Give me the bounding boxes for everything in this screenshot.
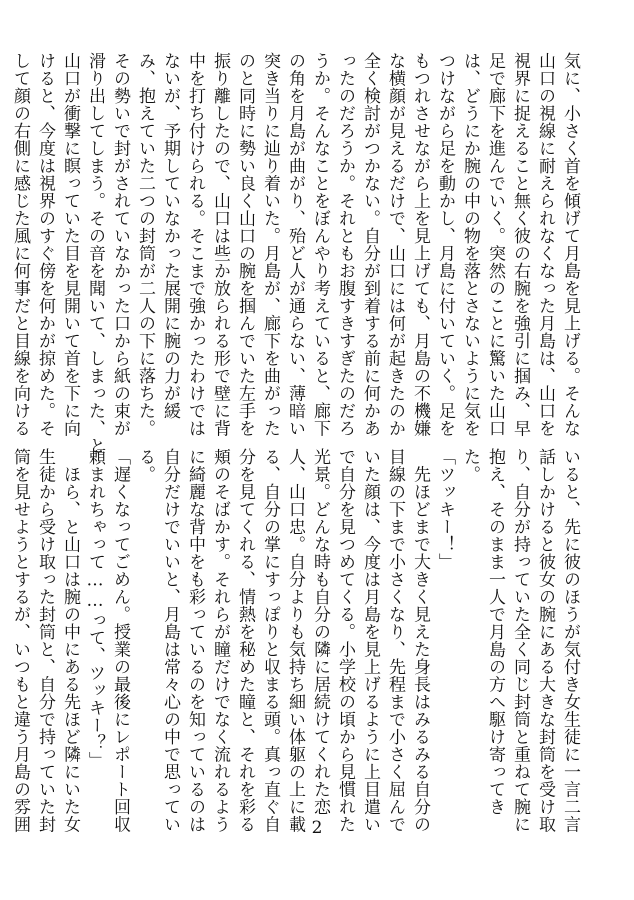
text-column: 頼まれちゃって……って、ツッキー？」 xyxy=(85,448,105,769)
text-column: 自分だけでいいと、月島は常々心の中で思ってい xyxy=(160,448,180,833)
text-column: 筒を見せようとするが、いつもと違う月島の雰囲 xyxy=(10,448,30,833)
text-column: 抱え、そのまま一人で月島の方へ駆け寄ってき xyxy=(485,448,505,816)
text-column: 頬のそばかす。それらが瞳だけでなく流れるよう xyxy=(210,448,230,833)
text-column: いると、先に彼のほうが気付き女生徒に一言二言 xyxy=(560,448,580,833)
text-column: もつれさせながら上を見上げても、月島の不機嫌 xyxy=(410,52,430,437)
text-column: 滑り出してしまう。その音を聞いて、しまった、と xyxy=(85,52,105,455)
text-column: は、どうにか腕の中の物を落とさないように気を xyxy=(460,52,480,437)
text-column: つけながら足を動かし、月島に付いていく。足を xyxy=(435,52,455,437)
text-column: 視界に捉えること無く彼の右腕を強引に掴み、早 xyxy=(510,52,530,437)
text-column: ほら、と山口は腕の中にある先ほど隣にいた女 xyxy=(60,448,80,833)
text-column: る。 xyxy=(135,448,155,483)
text-column: 「遅くなってごめん。授業の最後にレポート回収 xyxy=(110,448,130,833)
text-column: ったのだろうか。それともお腹すきすぎたのだろ xyxy=(335,52,355,437)
text-column: の角を月島が曲がり、殆ど人が通らない、薄暗い xyxy=(285,52,305,437)
text-column: その勢いで封がされていなかった口から紙の束が xyxy=(110,52,130,437)
text-column: ないが、予期していなかった展開に腕の力が緩 xyxy=(160,52,180,420)
text-column: 生徒から受け取った封筒と、自分で持っていた封 xyxy=(35,448,55,833)
text-column: 中を打ち付けられる。そこまで強かったわけでは xyxy=(185,52,205,437)
text-column: に綺麗な背中をも彩っているのを知っているのは xyxy=(185,448,205,833)
text-column: た。 xyxy=(460,448,480,483)
page-number: 2 xyxy=(311,818,323,838)
text-column: る、自分の掌にすっぽりと収まる頭。真っ直ぐ自 xyxy=(260,448,280,833)
text-column: 光景。どんな時も自分の隣に居続けてくれた恋 xyxy=(310,448,330,816)
text-column: して顔の右側に感じた風に何事だと目線を向ける xyxy=(10,52,30,437)
text-column: のと同時に勢い良く山口の腕を掴んでいた左手を xyxy=(235,52,255,437)
text-column: うか。そんなことをぼんやり考えていると、廊下 xyxy=(310,52,330,437)
text-column: 目線の下まで小さくなり、先程まで小さく屈んで xyxy=(385,448,405,833)
text-column: み、抱えていた二つの封筒が二人の下に落ちた。 xyxy=(135,52,155,437)
text-column: 振り離したので、山口は些か放られる形で壁に背 xyxy=(210,52,230,437)
text-column: 足で廊下を進んでいく。突然のことに驚いた山口 xyxy=(485,52,505,437)
text-column: 「ツッキー！」 xyxy=(435,448,455,571)
text-column: 突き当りに辿り着いた。月島が、廊下を曲がった xyxy=(260,52,280,437)
bottom-text-block xyxy=(10,448,582,833)
text-column: いた顔は、今度は月島を見上げるように上目遣い xyxy=(360,448,380,833)
text-column: 分を見てくれる、情熱を秘めた瞳と、それを彩る xyxy=(235,448,255,833)
text-column: 話しかけると彼女の腕にある大きな封筒を受け取 xyxy=(535,448,555,833)
text-column: けると、今度は視界のすぐ傍を何かが掠めた。そ xyxy=(35,52,55,437)
text-column: 先ほどまで大きく見えた身長はみるみる自分の xyxy=(410,448,430,833)
text-column: 人、山口忠。自分よりも気持ち細い体躯の上に載 xyxy=(285,448,305,833)
text-column: 山口が衝撃に瞑っていた目を見開いて首を下に向 xyxy=(60,52,80,437)
text-column: な横顔が見えるだけで、山口には何が起きたのか xyxy=(385,52,405,437)
text-column: 全く検討がつかない。自分が到着する前に何かあ xyxy=(360,52,380,437)
text-column: 山口の視線に耐えられなくなった月島は、山口を xyxy=(535,52,555,437)
top-text-block xyxy=(10,52,582,455)
text-column: 気に、小さく首を傾げて月島を見上げる。そんな xyxy=(560,52,580,437)
text-column: で自分を見つめてくる。小学校の頃から見慣れた xyxy=(335,448,355,833)
text-column: り、自分が持っていた全く同じ封筒と重ねて腕に xyxy=(510,448,530,833)
